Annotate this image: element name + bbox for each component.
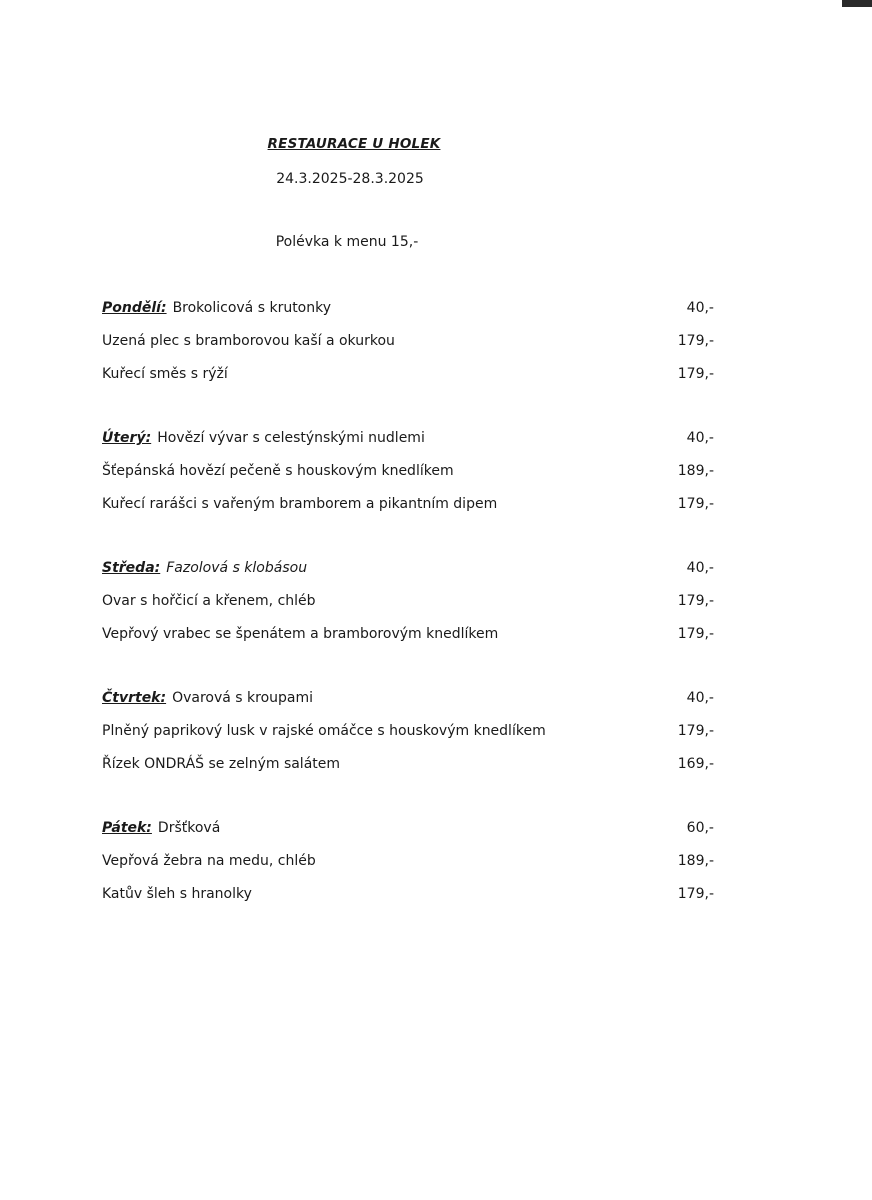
day-label: Pondělí: [102, 300, 167, 316]
day-label: Čtvrtek: [102, 690, 167, 706]
menu-row [102, 688, 714, 721]
menu-row [102, 364, 714, 397]
item-name: Kuřecí rarášci s vařeným bramborem a pikantním dipem [102, 496, 498, 512]
soup-price-note: Polévka k menu 15,- [275, 234, 419, 250]
item-price: 169,- [677, 756, 714, 772]
item-name: Uzená plec s bramborovou kaší a okurkou [102, 333, 395, 349]
weekly-menu [102, 298, 714, 948]
item-price: 179,- [677, 333, 714, 349]
menu-row [102, 558, 714, 591]
day-label: Úterý: [102, 430, 152, 446]
item-name: Fazolová s klobásou [166, 560, 308, 576]
item-name: Ovarová s kroupami [172, 690, 314, 706]
item-name: Ovar s hořčicí a křenem, chléb [102, 593, 316, 609]
item-name: Plněný paprikový lusk v rajské omáčce s houskovým knedlíkem [102, 723, 546, 739]
menu-row [102, 591, 714, 624]
menu-item [102, 298, 331, 318]
menu-row [102, 818, 714, 851]
item-price: 179,- [677, 496, 714, 512]
scan-edge-mark [842, 0, 872, 7]
menu-row [102, 884, 714, 917]
item-name: Hovězí vývar s celestýnskými nudlemi [157, 430, 425, 446]
menu-row [102, 494, 714, 527]
item-name: Vepřový vrabec se špenátem a bramborovým knedlíkem [102, 626, 499, 642]
menu-row [102, 721, 714, 754]
item-name: Kuřecí směs s rýží [102, 366, 228, 382]
item-name: Vepřová žebra na medu, chléb [102, 853, 316, 869]
item-price: 60,- [686, 820, 714, 836]
item-price: 179,- [677, 886, 714, 902]
item-price: 40,- [686, 430, 714, 446]
item-price: 179,- [677, 723, 714, 739]
item-name: Katův šleh s hranolky [102, 886, 252, 902]
day-block-tuesday [102, 428, 714, 527]
menu-item [102, 558, 307, 578]
day-label: Středa: [102, 560, 161, 576]
menu-row [102, 754, 714, 787]
menu-item [102, 688, 313, 708]
item-price: 40,- [686, 560, 714, 576]
menu-row [102, 851, 714, 884]
day-block-monday [102, 298, 714, 397]
item-price: 179,- [677, 366, 714, 382]
restaurant-title: RESTAURACE U HOLEK [267, 136, 441, 152]
menu-item [102, 428, 425, 448]
menu-row [102, 331, 714, 364]
item-price: 179,- [677, 626, 714, 642]
item-price: 189,- [677, 463, 714, 479]
day-block-wednesday [102, 558, 714, 657]
item-name: Řízek ONDRÁŠ se zelným salátem [102, 756, 341, 772]
date-range: 24.3.2025-28.3.2025 [276, 171, 424, 187]
item-price: 40,- [686, 300, 714, 316]
day-block-thursday [102, 688, 714, 787]
day-label: Pátek: [102, 820, 152, 836]
item-name: Dršťková [157, 820, 221, 836]
item-price: 189,- [677, 853, 714, 869]
day-block-friday [102, 818, 714, 917]
menu-row [102, 428, 714, 461]
item-name: Šťepánská hovězí pečeně s houskovým knedlíkem [102, 463, 454, 479]
menu-item [102, 818, 220, 838]
menu-row [102, 298, 714, 331]
item-name: Brokolicová s krutonky [172, 300, 332, 316]
menu-row [102, 461, 714, 494]
item-price: 40,- [686, 690, 714, 706]
menu-row [102, 624, 714, 657]
item-price: 179,- [677, 593, 714, 609]
